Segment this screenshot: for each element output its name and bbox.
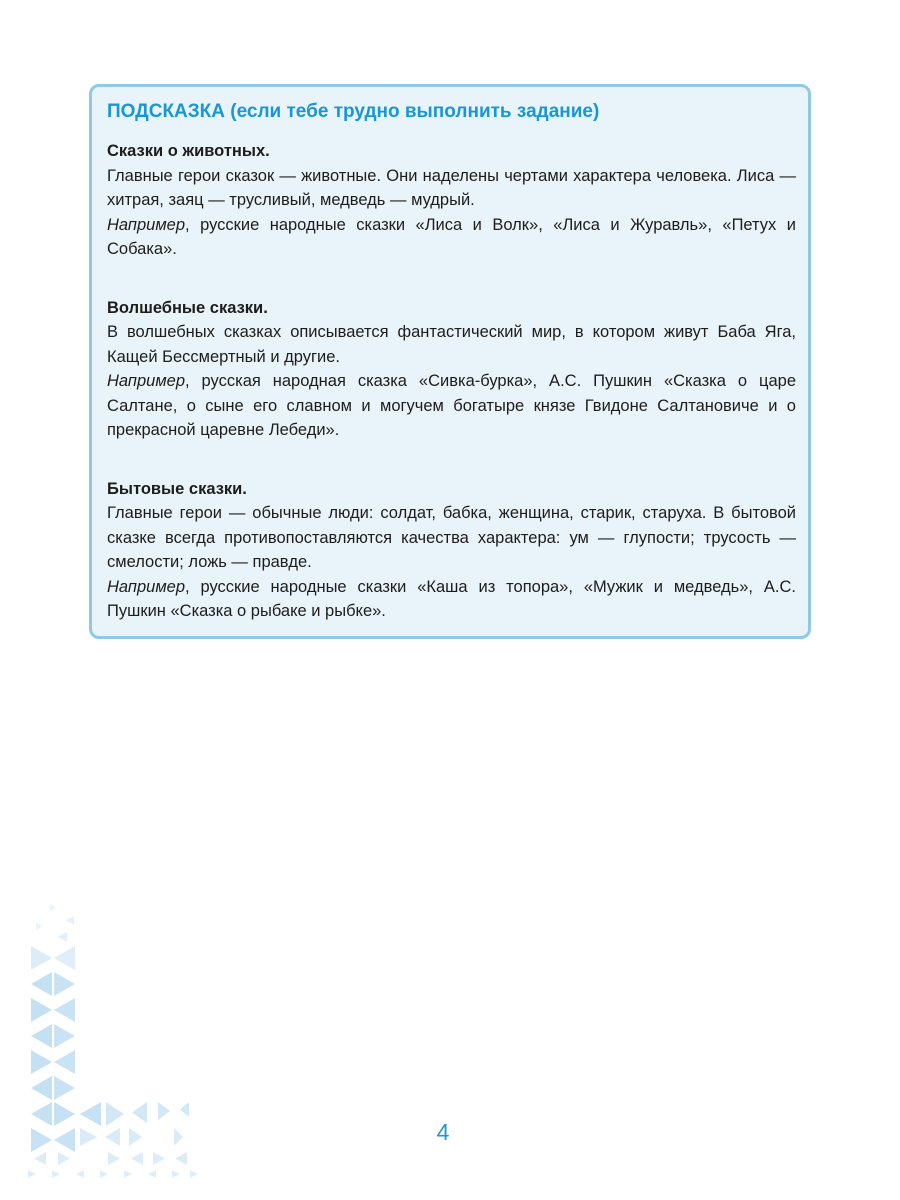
example-text: , русские народные сказки «Лиса и Волк», «Лиса и Журавль», «Петух и Собака». bbox=[107, 215, 796, 258]
hint-box bbox=[89, 84, 811, 639]
section-heading: Сказки о животных. bbox=[107, 142, 270, 160]
hint-section-everyday-tales bbox=[107, 477, 796, 624]
hint-box-title: ПОДСКАЗКА (если тебе трудно выполнить задание) bbox=[107, 101, 600, 122]
section-body: В волшебных сказках описывается фантастический мир, в котором живут Баба Яга, Кащей Бессмертный и другие. bbox=[107, 323, 796, 366]
section-example bbox=[107, 213, 796, 262]
section-example bbox=[107, 369, 796, 443]
section-heading: Бытовые сказки. bbox=[107, 479, 247, 498]
section-example bbox=[107, 575, 796, 624]
example-text: , русские народные сказки «Каша из топора», «Мужик и медведь», А.С. Пушкин «Сказка о рыбаке и рыбке». bbox=[107, 577, 796, 620]
page-number: 4 bbox=[436, 1119, 450, 1145]
hint-section-magic-tales bbox=[107, 296, 796, 443]
example-text: , русская народная сказка «Сивка-бурка», А.С. Пушкин «Сказка о царе Салтане, о сыне его славном и могучем богатыре князе Гвидоне Салтановиче и о прекрасной царевне Лебеди». bbox=[107, 372, 796, 439]
example-label: Например bbox=[107, 577, 186, 596]
example-label: Например bbox=[107, 215, 186, 234]
example-label: Например bbox=[107, 372, 186, 390]
hint-section-animal-tales bbox=[107, 139, 796, 262]
section-body: Главные герои сказок — животные. Они наделены чертами характера человека. Лиса — хитрая, заяц — трусливый, медведь — мудрый. bbox=[107, 166, 796, 209]
section-heading: Волшебные сказки. bbox=[107, 298, 268, 317]
triangle-decoration bbox=[28, 902, 203, 1187]
section-body: Главные герои — обычные люди: солдат, бабка, женщина, старик, старуха. В бытовой сказке всегда противопоставляются качества характера: ум — глупости; трусость — смелости; ложь — правде. bbox=[107, 504, 796, 571]
